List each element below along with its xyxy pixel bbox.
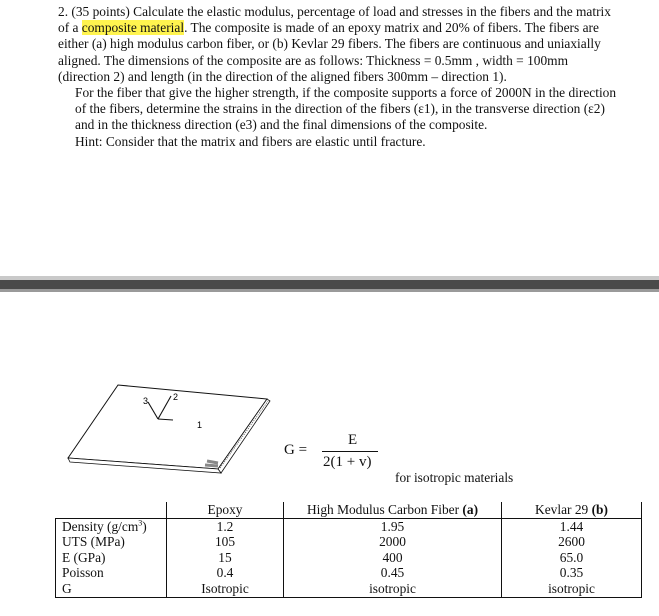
table-row xyxy=(56,518,642,534)
problem-points: (35 points) xyxy=(71,4,130,19)
problem-hint: Hint: Consider that the matrix and fibers are elastic until fracture. xyxy=(75,133,426,149)
table-header-row xyxy=(56,502,642,518)
row-label: Density $(g/cm^3)$ xyxy=(56,518,167,534)
problem-text-1a: Calculate the elastic modulus, percentage of load and stresses in the fibers and the matrix of a xyxy=(58,4,611,36)
row-label: UTS (MPa) xyxy=(56,534,167,550)
problem-text-1b: . The composite is made of an epoxy matrix and 20% of fibers. The fibers are either (a) high modulus carbon fiber, or (b) Kevlar 29 fibers. The fibers are continuous and uniaxially aligned. The dimensions of the composite are as follows: Thickness = 0.5mm , width = 100mm (direction 2) and length (in the direction of the aligned fibers 300mm – direction 1). xyxy=(58,20,601,84)
isotropic-note: for isotropic materials xyxy=(395,470,514,485)
table-cell: 0.4 xyxy=(167,565,284,581)
problem-statement xyxy=(58,4,618,150)
page-divider xyxy=(0,276,659,292)
table-cell: 1.2 xyxy=(167,518,284,534)
table-row xyxy=(56,581,642,597)
table-cell: 0.35 xyxy=(502,565,642,581)
table-cell: 1.44 xyxy=(502,518,642,534)
table-cell: 1.95 xyxy=(284,518,502,534)
formula-denominator: 2(1 + v) xyxy=(323,454,372,470)
axis-label-2: 2 xyxy=(173,392,179,402)
row-label: E (GPa) xyxy=(56,550,167,566)
table-cell: 400 xyxy=(284,550,502,566)
table-cell: isotropic xyxy=(502,581,642,597)
formula-lhs: G = xyxy=(284,442,308,458)
table-row xyxy=(56,534,642,550)
axis-label-3: 3 xyxy=(143,396,149,406)
table-header-cell: Epoxy xyxy=(167,502,284,518)
table-cell: isotropic xyxy=(284,581,502,597)
shear-modulus-formula xyxy=(284,432,404,477)
plate-top-face xyxy=(68,385,267,469)
material-properties-table xyxy=(55,502,642,598)
highlighted-term: composite material xyxy=(81,20,185,36)
table-cell: 65.0 xyxy=(502,550,642,566)
table-header-cell xyxy=(56,502,167,518)
composite-plate-figure xyxy=(60,375,275,475)
row-label: Poisson xyxy=(56,565,167,581)
fraction-bar xyxy=(322,451,378,452)
table-cell: 2000 xyxy=(284,534,502,550)
table-header-cell: High Modulus Carbon Fiber (a) xyxy=(284,502,502,518)
table-cell: 15 xyxy=(167,550,284,566)
table-row xyxy=(56,565,642,581)
table-cell: 2600 xyxy=(502,534,642,550)
table-row xyxy=(56,550,642,566)
row-label: G xyxy=(56,581,167,597)
formula-numerator: E xyxy=(348,432,358,448)
axis-label-1: 1 xyxy=(197,420,203,430)
problem-number: 2. xyxy=(58,4,69,19)
problem-paragraph-2: For the fiber that give the higher strength, if the composite supports a force of 2000N in the direction of the fibers, determine the strains in the direction of the fibers (ε1), in the transverse direction (ε2) and in the thickness direction (e3) and the final dimensions of the composite. xyxy=(75,85,617,133)
table-header-cell: Kevlar 29 (b) xyxy=(502,502,642,518)
table-cell: Isotropic xyxy=(167,581,284,597)
table-cell: 0.45 xyxy=(284,565,502,581)
table-cell: 105 xyxy=(167,534,284,550)
problem-paragraph-1 xyxy=(58,4,618,85)
